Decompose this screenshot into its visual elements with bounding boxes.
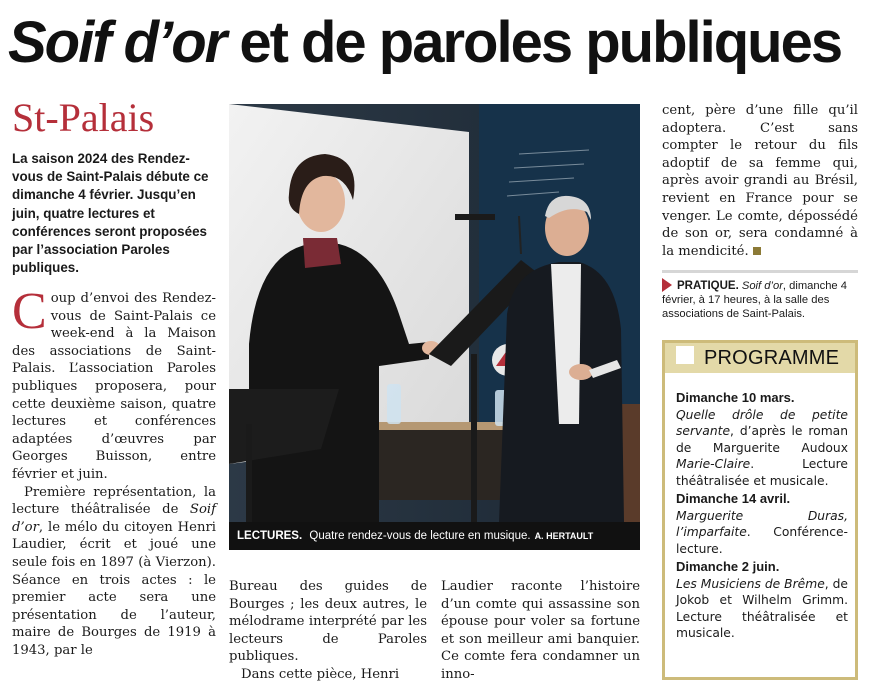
paragraph-text: Première représentation, la lecture théâtralisée de	[12, 484, 216, 518]
paragraph	[12, 283, 216, 484]
pratique-title: Soif d’or	[741, 280, 783, 292]
description-text: , de Jokob et Wilhelm Grimm. Lecture théâtralisée et musicale.	[676, 576, 848, 640]
work-title: Les Musiciens de Brême	[676, 576, 825, 591]
square-icon	[676, 346, 694, 364]
work-title: Marguerite Duras, l’imparfaite	[676, 508, 848, 539]
drop-cap: C	[12, 283, 47, 340]
pratique-block	[662, 278, 858, 321]
article-column-2	[229, 578, 427, 684]
programme-description	[676, 576, 848, 642]
headline-italic: Soif d’or	[8, 10, 226, 75]
paragraph	[662, 102, 858, 260]
paragraph: Laudier raconte l’histoire d’un comte qui assassine son épouse pour voler sa fortune et son meilleur ami banquier. Ce comte fera condamner un inno-	[441, 579, 640, 682]
photo	[229, 104, 640, 522]
article-column-3	[441, 578, 640, 684]
work-title: Quelle drôle de petite servante	[676, 407, 848, 438]
paragraph-text: oup d’envoi des Rendez-vous de Saint-Palais ce week-end à la Maison des associations de Saint-Palais. L’association Paroles publiques proposera, pour cette deuxième saison, quatre lectures et conférences adaptées d’œuvres par Georges Buisson, entre février et juin.	[12, 291, 216, 482]
programme-date: Dimanche 10 mars.	[676, 390, 795, 405]
photo-credit: A. HERTAULT	[534, 531, 594, 541]
programme-item	[676, 491, 848, 557]
end-mark	[753, 247, 761, 255]
pratique-label: PRATIQUE.	[677, 280, 739, 292]
programme-date: Dimanche 14 avril.	[676, 491, 791, 506]
paragraph	[12, 484, 216, 660]
article-column-4	[662, 102, 858, 260]
place-heading: St-Palais	[12, 95, 155, 140]
description-text: , d’après le roman de Marguerite Audoux	[676, 424, 848, 455]
lead-paragraph: La saison 2024 des Rendez-vous de Saint-Palais débute ce dimanche 4 février. Jusqu’en juin, quatre lectures et conférences seront proposées par l’association Paroles publiques.	[12, 151, 209, 276]
programme-date: Dimanche 2 juin.	[676, 559, 780, 574]
programme-list	[676, 390, 848, 644]
paragraph: Dans cette pièce, Henri	[241, 666, 400, 682]
play-title: Soif d’or	[12, 502, 216, 535]
description-text: . Conférence-lecture.	[676, 525, 848, 556]
paragraph-text: cent, père d’une fille qu’il adoptera. C’est sans compter le retour du fils adoptif de sa femme qui, après avoir grandi au Brésil, revient en France pour se venger. Le comte, dépossédé de son or, sera condamné à la mendicité.	[662, 103, 858, 259]
photo-caption	[229, 522, 640, 550]
paragraph: Bureau des guides de Bourges ; les deux autres, le mélodrame interprété par les lecteurs de Paroles publiques.	[229, 579, 427, 665]
paragraph-text: , le mélo du citoyen Henri Laudier, écrit et joué une seule fois en 1897 (à Vierzon). Séance en trois actes : le premier acte sera une présentation de l’auteur, maire de Bourges de 1919 à 1943, par le	[12, 519, 216, 658]
divider	[662, 270, 858, 273]
caption-label: LECTURES.	[237, 530, 303, 542]
work-title: Marie-Claire	[676, 457, 751, 471]
headline-rest: et de paroles publiques	[225, 10, 842, 75]
article-column-1	[12, 283, 216, 659]
description-text: . Lecture théâtralisée et musicale.	[676, 457, 848, 488]
arrow-icon	[662, 278, 672, 292]
programme-title: PROGRAMME	[704, 347, 840, 369]
programme-description	[676, 508, 848, 558]
pratique-text: , dimanche 4 février, à 17 heures, à la salle des associations de Saint-Palais.	[662, 280, 847, 320]
programme-item	[676, 559, 848, 642]
caption-text: Quatre rendez-vous de lecture en musique.	[309, 530, 531, 542]
photo-illustration	[229, 104, 640, 522]
headline	[8, 8, 868, 78]
programme-item	[676, 390, 848, 489]
programme-description	[676, 407, 848, 490]
